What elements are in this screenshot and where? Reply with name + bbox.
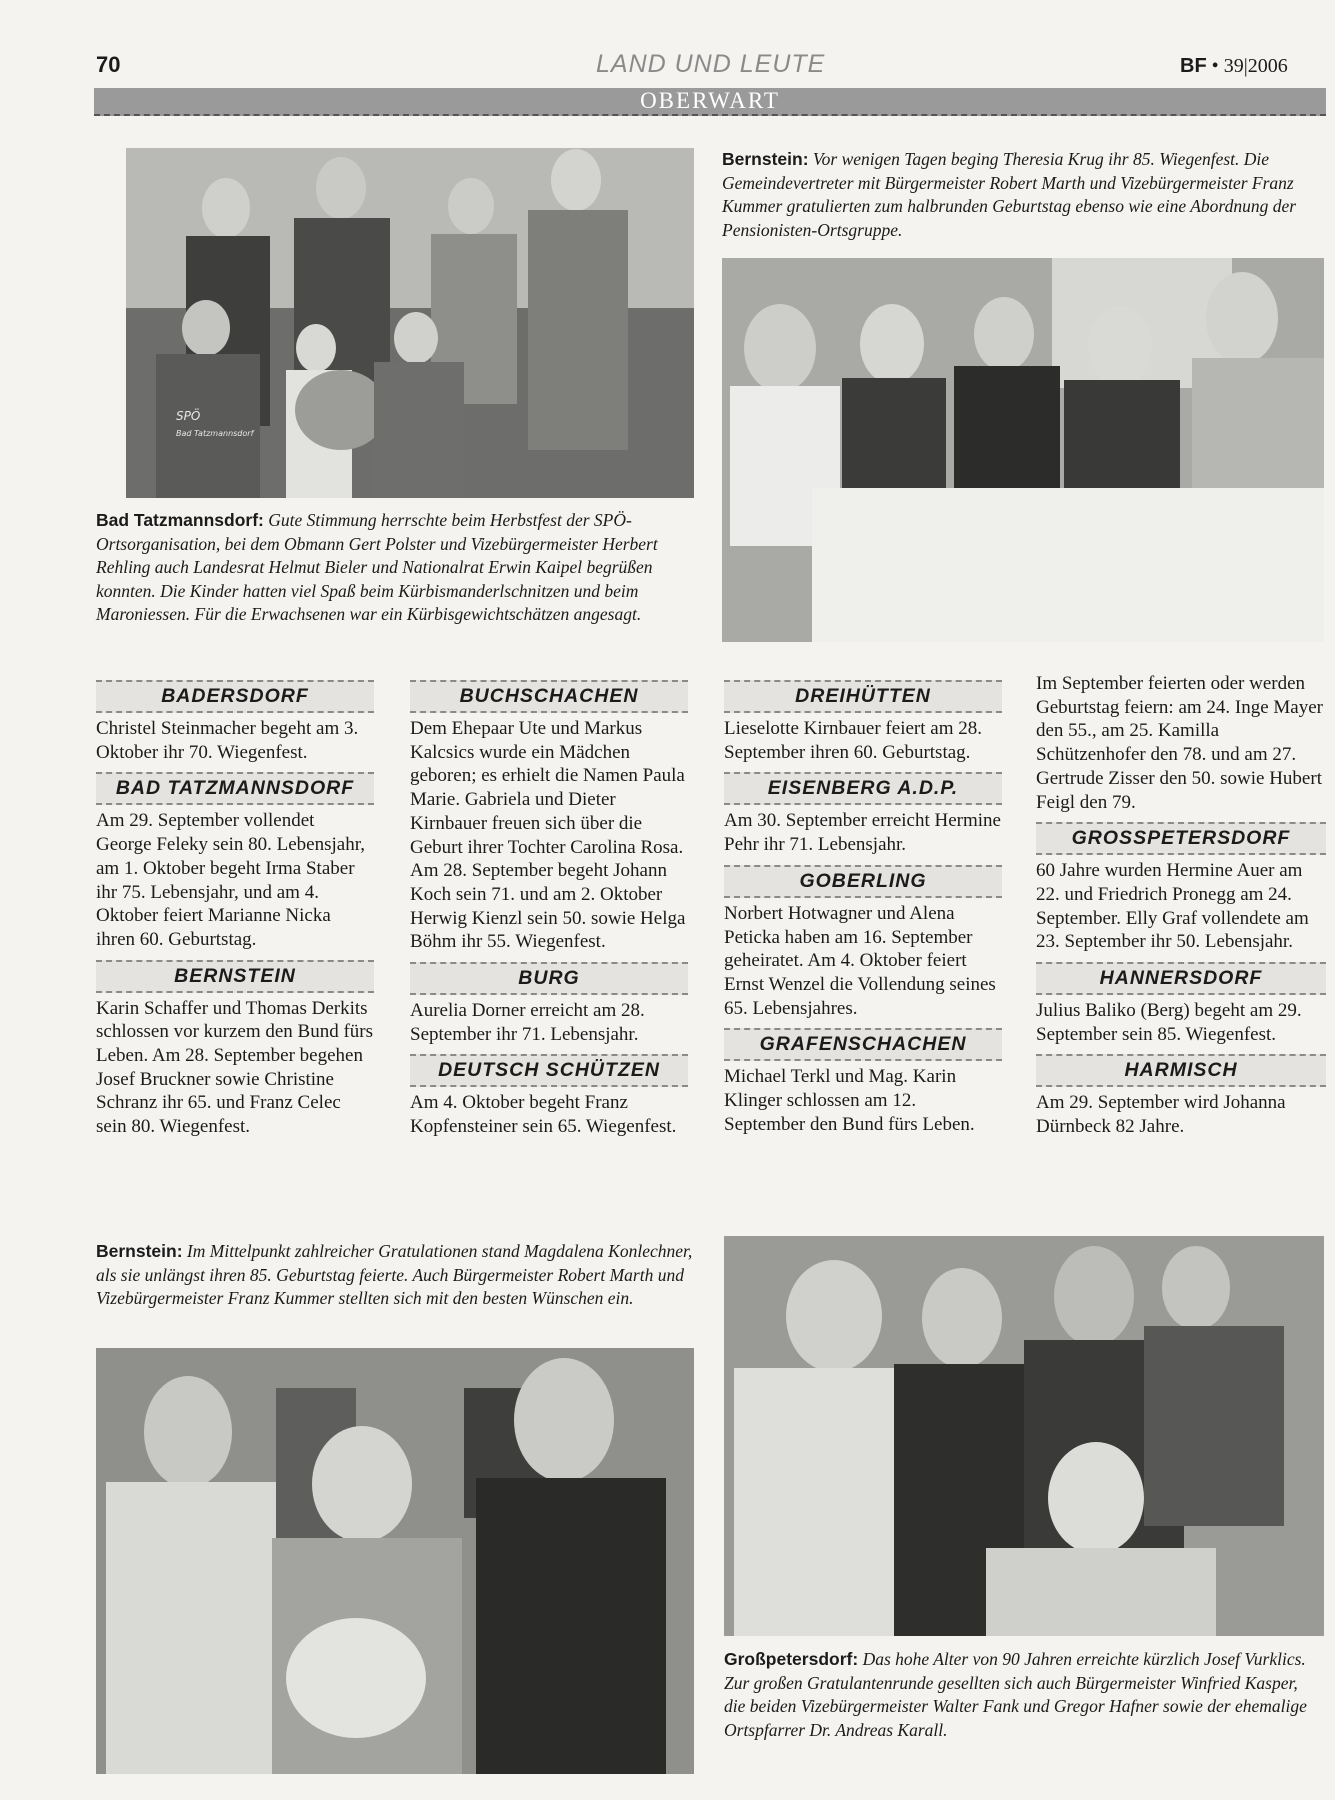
notice-text: Christel Steinmacher begeht am 3. Oktober ihr 70. Wiegenfest. [96,718,359,763]
issue-info [1180,55,1288,78]
photo-bernstein-krug-image [722,258,1324,642]
notice-text: Dem Ehepaar Ute und Markus Kalcsics wurde ein Mädchen geboren; es erhielt die Namen Paula Marie. Gabriela und Dieter Kirnbauer freuen sich über die Geburt ihrer Tochter Carolina Rosa. Am 28. September begeht Johann Koch sein 71. und am 2. Oktober Herwig Kienzl sein 50. sowie Helga Böhm ihr 55. Wiegenfest. [410,718,686,953]
notice-column-3 [724,680,1002,1144]
notice-text: Am 29. September wird Johanna Dürnbeck 82 Jahre. [1036,1092,1286,1138]
notice-dreihuetten [724,680,1002,764]
notice-title: EISENBERG A.D.P. [724,772,1002,805]
photo-bernstein-krug [722,258,1324,642]
caption-lead: Bad Tatzmannsdorf: [96,510,264,530]
photo-bad-tatzmannsdorf [126,148,694,498]
issue-separator: • [1211,55,1219,77]
notice-hannersdorf [1036,962,1326,1046]
notice-title: HANNERSDORF [1036,962,1326,995]
notice-text: Am 4. Oktober begeht Franz Kopfensteiner sein 65. Wiegenfest. [410,1092,677,1138]
caption-bernstein-bottom [96,1240,694,1311]
notice-text: Im September feierten oder werden Geburtstag feiern: am 24. Inge Mayer den 55., am 25. Kamilla Schützenhofer den 78. und am 27. Gertrude Zisser den 50. sowie Hubert Feigl den 79. [1036,673,1324,813]
notice-title: GROSSPETERSDORF [1036,822,1326,855]
page-number: 70 [96,52,121,77]
notice-grafenschachen [724,1028,1002,1136]
caption-text: Das hohe Alter von 90 Jahren erreichte kürzlich Josef Vurklics. Zur großen Gratulantenrunde gesellten sich auch Bürgermeister Winfried Kasper, die beiden Vizebürgermeister Walter Fank und Gregor Hafner sowie der ehemalige Ortspfarrer Dr. Andreas Karall. [724,1649,1307,1740]
notice-text: Am 29. September vollendet George Feleky sein 80. Lebensjahr, am 1. Oktober begeht Irma Staber ihr 75. Lebensjahr, und am 4. Oktober feiert Marianne Nicka ihren 60. Geburtstag. [96,810,366,950]
caption-text: Gute Stimmung herrschte beim Herbstfest der SPÖ-Ortsorganisation, bei dem Obmann Gert Polster und Vizebürgermeister Herbert Rehling auch Landesrat Helmut Bieler und Nationalrat Erwin Kaipel begrüßen konnten. Die Kinder hatten viel Spaß beim Kürbismanderlschnitzen und beim Maroniessen. Für die Erwachsenen war ein Kürbisgewichtschätzen angesagt. [96,510,658,624]
notice-bad-tatzmannsdorf [96,772,374,951]
photo-grosspetersdorf-image [724,1236,1324,1636]
photo-bernstein-konlechner [96,1348,694,1774]
notice-goberling [724,865,1002,1021]
shirt-text-1: SPÖ [176,409,201,423]
notice-grafenschachen-continued [1036,672,1326,814]
notice-title: BERNSTEIN [96,960,374,993]
notice-title: BUCHSCHACHEN [410,680,688,713]
notice-title: GRAFENSCHACHEN [724,1028,1002,1061]
notice-bernstein [96,960,374,1139]
notice-text: Karin Schaffer und Thomas Derkits schlossen vor kurzem den Bund fürs Leben. Am 28. September begehen Josef Bruckner sowie Christine Schranz ihr 65. und Franz Celec sein 80. Wiegenfest. [96,997,374,1138]
photo-grosspetersdorf [724,1236,1324,1636]
notice-title: BURG [410,962,688,995]
notice-text: 60 Jahre wurden Hermine Auer am 22. und Friedrich Pronegg am 24. September. Elly Graf vollendete am 23. September ihr 50. Lebensjahr. [1036,860,1309,953]
notice-badersdorf [96,680,374,764]
notice-buchschachen [410,680,688,954]
caption-bad-tatzmannsdorf [96,509,694,627]
notice-text: Michael Terkl und Mag. Karin Klinger schlossen am 12. September den Bund fürs Leben. [724,1066,975,1135]
issue-prefix: BF [1180,55,1207,77]
notice-text: Norbert Hotwagner und Alena Peticka haben am 16. September geheiratet. Am 4. Oktober feiert Ernst Wenzel die Vollendung seines 65. Lebensjahres. [724,902,996,1019]
notice-title: HARMISCH [1036,1054,1326,1087]
caption-bernstein-top [722,148,1322,242]
caption-lead: Großpetersdorf: [724,1649,859,1669]
photo-bernstein-konlechner-image [96,1348,694,1774]
caption-lead: Bernstein: [96,1241,183,1261]
notice-text: Lieselotte Kirnbauer feiert am 28. September ihren 60. Geburtstag. [724,718,982,763]
region-label: OBERWART [640,88,780,113]
notice-text: Am 30. September erreicht Hermine Pehr ihr 71. Lebensjahr. [724,810,1001,856]
caption-lead: Bernstein: [722,149,809,169]
notice-burg [410,962,688,1046]
shirt-text-2: Bad Tatzmannsdorf [176,429,254,438]
notice-title: DEUTSCH SCHÜTZEN [410,1054,688,1087]
notice-title: DREIHÜTTEN [724,680,1002,713]
caption-text: Im Mittelpunkt zahlreicher Gratulationen stand Magdalena Konlechner, als sie unlängst ihren 85. Geburtstag feierte. Auch Bürgermeister Robert Marth und Vizebürgermeister Franz Kummer stellten sich mit den besten Wünschen ein. [96,1241,693,1308]
notice-column-4 [1036,672,1326,1147]
notice-column-2 [410,680,688,1147]
issue-number: 39|2006 [1223,55,1288,77]
notice-title: BADERSDORF [96,680,374,713]
region-bar [94,88,1326,116]
notice-title: GOBERLING [724,865,1002,898]
notice-harmisch [1036,1054,1326,1138]
section-title: LAND UND LEUTE [596,50,826,78]
caption-grosspetersdorf [724,1648,1322,1742]
notice-column-1 [96,680,374,1147]
notice-title: BAD TATZMANNSDORF [96,772,374,805]
notice-text: Aurelia Dorner erreicht am 28. September ihr 71. Lebensjahr. [410,1000,645,1045]
photo-bad-tatzmannsdorf-image [126,148,694,498]
notice-grosspetersdorf [1036,822,1326,954]
notice-eisenberg [724,772,1002,856]
notice-deutsch-schuetzen [410,1054,688,1138]
notice-text: Julius Baliko (Berg) begeht am 29. September sein 85. Wiegenfest. [1036,1000,1302,1045]
caption-text: Vor wenigen Tagen beging Theresia Krug ihr 85. Wiegenfest. Die Gemeindevertreter mit Bürgermeister Robert Marth und Vizebürgermeister Franz Kummer gratulierten zum halbrunden Geburtstag ebenso wie eine Abordnung der Pensionisten-Ortsgruppe. [722,149,1297,240]
